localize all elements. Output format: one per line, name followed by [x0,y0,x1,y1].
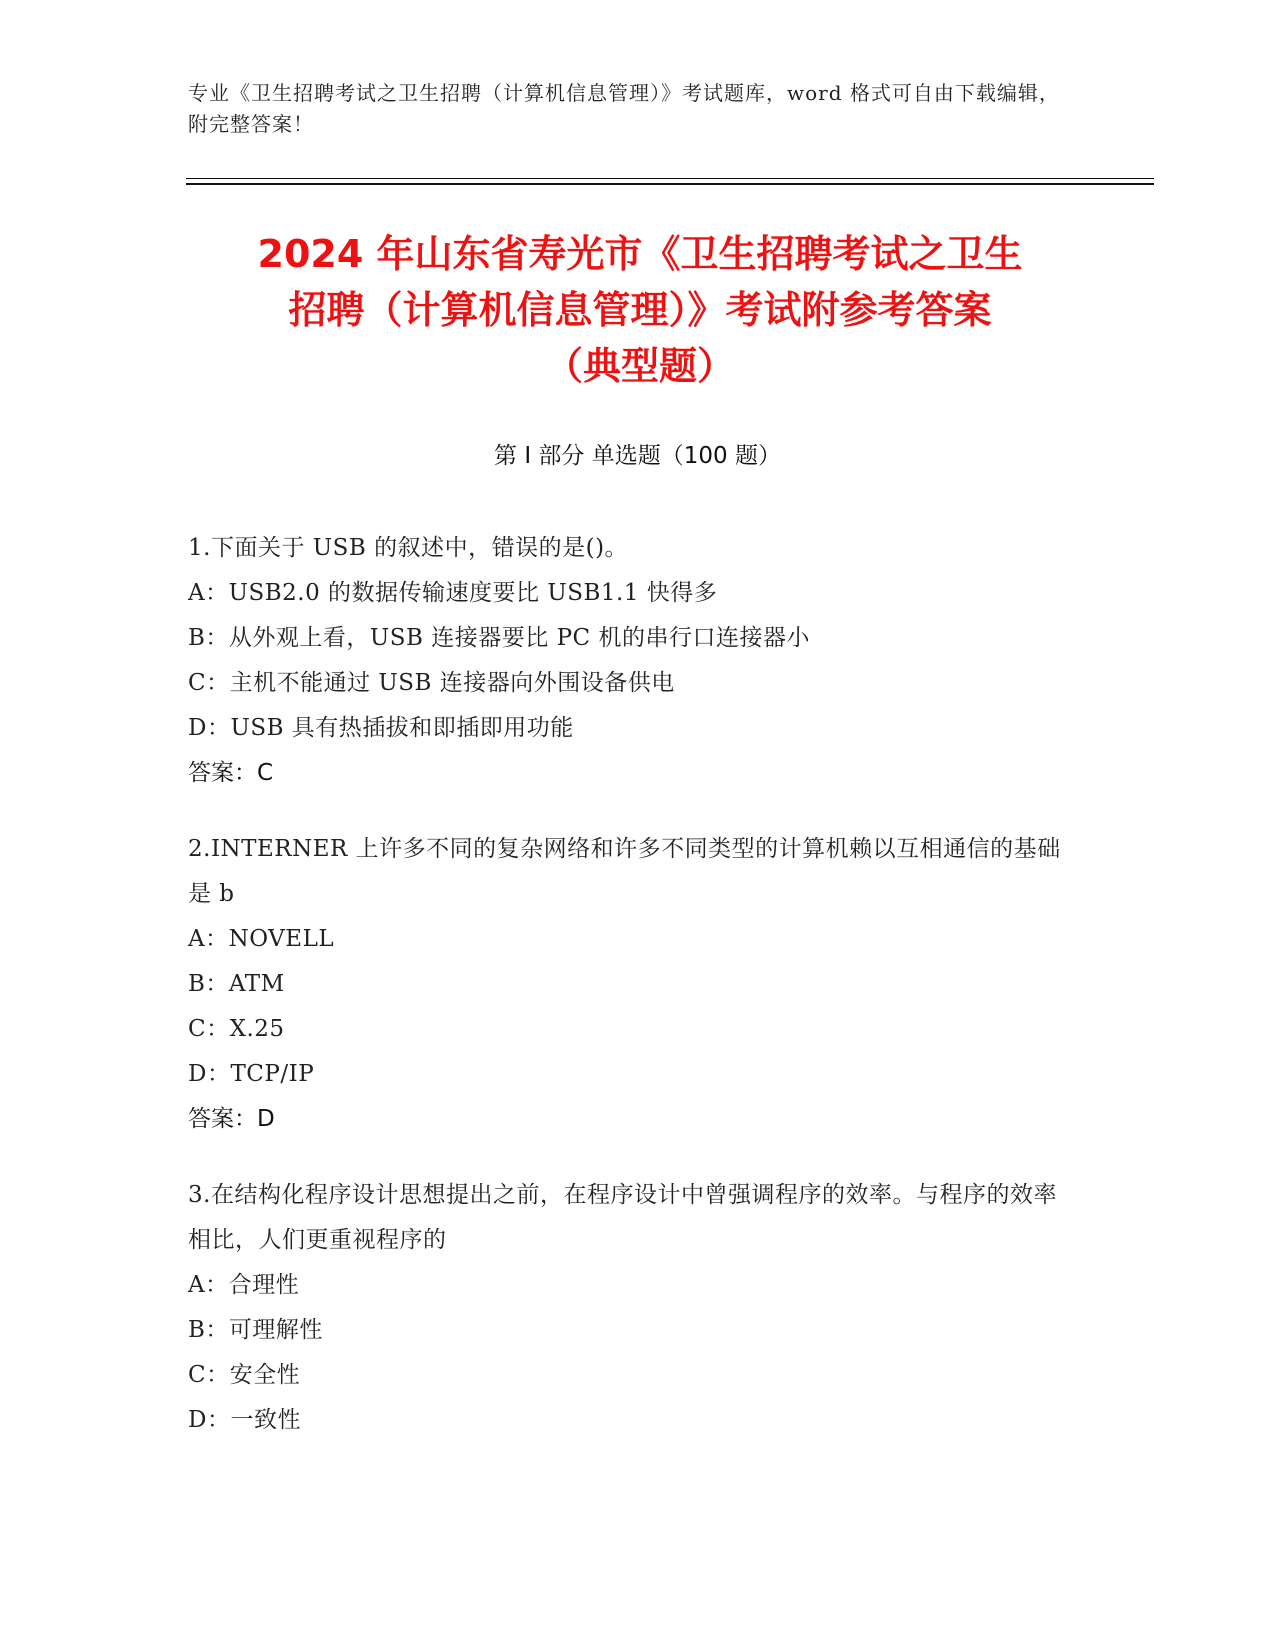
header-note: 专业《卫生招聘考试之卫生招聘（计算机信息管理）》考试题库，word 格式可自由下载编辑，附完整答案！ [188,81,1060,136]
option-a: A：NOVELL [188,926,335,952]
answer-label: 答案：D [188,1106,275,1132]
option-a: A：合理性 [188,1272,300,1298]
option-b: B：可理解性 [188,1317,323,1343]
question-list [188,526,1068,1474]
option-c: C：X.25 [188,1016,285,1042]
question-stem: 1.下面关于 USB 的叙述中，错误的是()。 [188,535,629,561]
question-stem: 3.在结构化程序设计思想提出之前，在程序设计中曾强调程序的效率。与程序的效率相比，人们更重视程序的 [188,1182,1057,1253]
title-line: 招聘（计算机信息管理）》考试附参考答案 [288,288,992,332]
question-2 [188,827,1068,1142]
option-d: D：TCP/IP [188,1061,315,1087]
answer-label: 答案：C [188,760,274,786]
question-stem: 2.INTERNER 上许多不同的复杂网络和许多不同类型的计算机赖以互相通信的基础是 b [188,836,1061,907]
question-1 [188,526,1068,796]
option-b: B：从外观上看，USB 连接器要比 PC 机的串行口连接器小 [188,625,810,651]
header-divider-thick [186,183,1154,185]
document-title [180,226,1100,394]
option-d: D：一致性 [188,1407,301,1433]
title-line: 2024 年山东省寿光市《卫生招聘考试之卫生 [257,232,1023,276]
question-3 [188,1173,1068,1443]
option-c: C：安全性 [188,1362,301,1388]
header-divider-thin [186,178,1154,179]
option-d: D：USB 具有热插拔和即插即用功能 [188,715,574,741]
option-b: B：ATM [188,971,285,997]
option-a: A：USB2.0 的数据传输速度要比 USB1.1 快得多 [188,580,718,606]
title-line: （典型题） [544,344,735,388]
option-c: C：主机不能通过 USB 连接器向外围设备供电 [188,670,675,696]
section-heading: 第 I 部分 单选题（100 题） [494,443,781,469]
